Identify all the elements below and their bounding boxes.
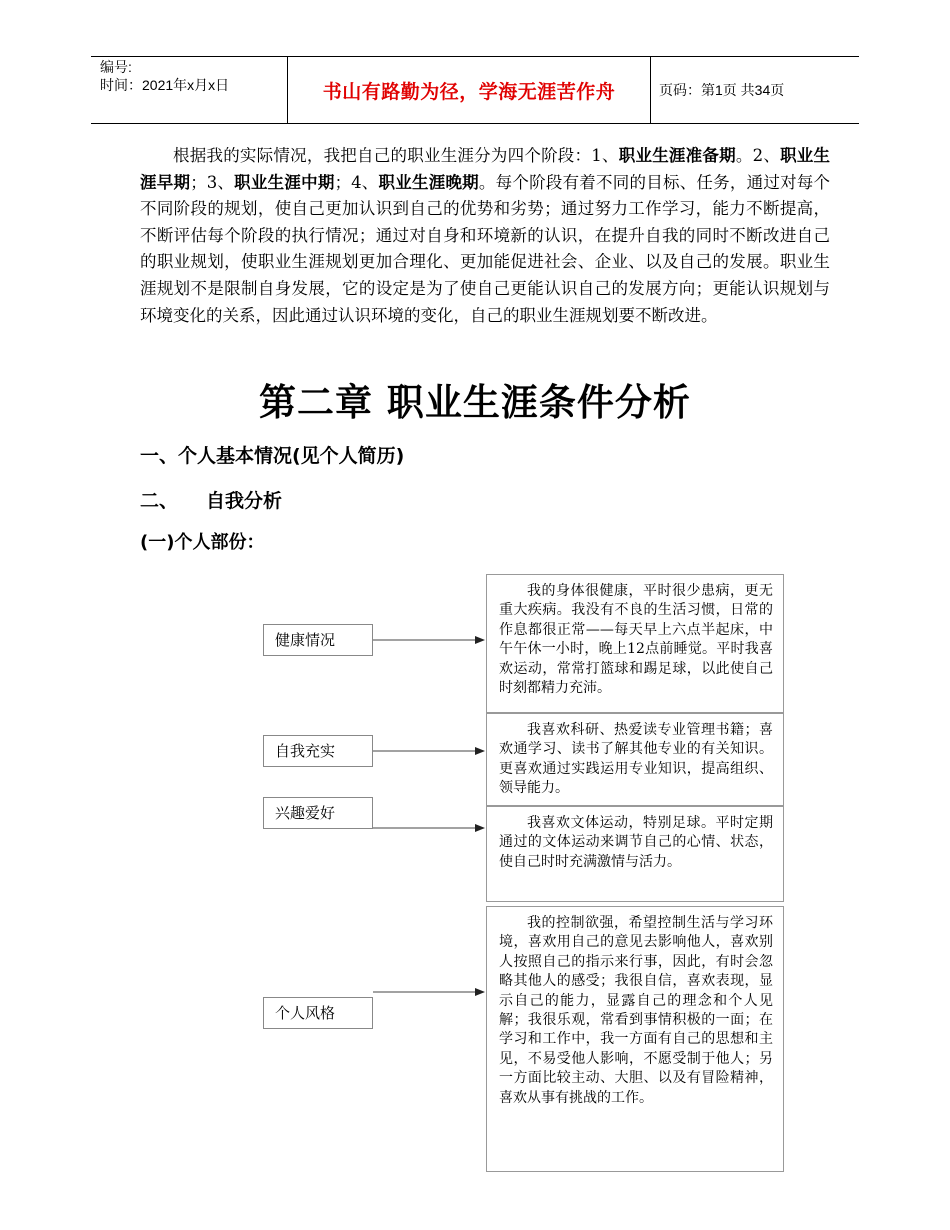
chapter-title: 第二章 职业生涯条件分析 — [259, 381, 691, 424]
subsection-personal: (一)个人部份： — [140, 532, 265, 553]
section-number: 二、 — [140, 490, 179, 512]
label-self-improvement: 自我充实 — [263, 735, 373, 767]
intro-text-part: ；4、 — [334, 172, 379, 192]
label-hobbies: 兴趣爱好 — [263, 797, 373, 829]
box-self-improvement-text: 我喜欢科研、热爱读专业管理书籍；喜欢通学习、读书了解其他专业的有关知识。更喜欢通过实践运用专业知识，提高组织、领导能力。 — [499, 722, 773, 797]
label-personal-style: 个人风格 — [263, 997, 373, 1029]
box-hobbies — [486, 806, 784, 902]
section-title: 自我分析 — [206, 490, 283, 512]
document-time-label: 时间：2021年x月x日 — [100, 77, 230, 93]
box-personal-style-text: 我的控制欲强，希望控制生活与学习环境，喜欢用自己的意见去影响他人，喜欢别人按照自己的指示来行事，因此，有时会忽略其他人的感受；我很自信，喜欢表现，显示自己的能力，显露自己的理念和个人见解；我很乐观，常看到事情积极的一面；在学习和工作中，我一方面有自己的思想和主见，不易受他人影响，不愿受制于他人；另一方面比较主动、大胆、以及有冒险精神，喜欢从事有挑战的工作。 — [499, 915, 773, 1106]
page-number-label: 页码：第1页 共34页 — [659, 81, 785, 98]
box-personal-style — [486, 906, 784, 1172]
intro-text-part: 根据我的实际情况，我把自己的职业生涯分为四个阶段：1、 — [173, 146, 619, 165]
stage-1: 职业生涯准备期 — [618, 146, 736, 165]
intro-text-part: 。每个阶段有着不同的目标、任务，通过对每个不同阶段的规划，使自己更加认识到自己的优势和劣势；通过努力工作学习，能力不断提高，不断评估每个阶段的执行情况；通过对自身和环境新的认识，在提升自我的同时不断改进自己的职业规划，使职业生涯规划更加合理化、更加能促进社会、企业、以及自己的发展。职业生涯规划不是限制自身发展，它的设定是为了使自己更能认识自己的发展方向；更能认识规划与环境变化的关系，因此通过认识环境的变化，自己的职业生涯规划要不断改进。 — [140, 172, 831, 325]
box-health — [486, 574, 784, 713]
intro-text-part: ；3、 — [190, 172, 235, 192]
box-self-improvement — [486, 713, 784, 806]
document-number-label: 编号: — [100, 59, 132, 75]
box-health-text: 我的身体很健康，平时很少患病，更无重大疾病。我没有不良的生活习惯，日常的作息都很正常——每天早上六点半起床，中午午休一小时，晚上12点前睡觉。平时我喜欢运动，常常打篮球和踢足球，以此使自己时刻都精力充沛。 — [499, 583, 773, 697]
box-hobbies-text: 我喜欢文体运动，特别足球。平时定期通过的文体运动来调节自己的心情、状态，使自己时时充满激情与活力。 — [499, 815, 773, 870]
intro-text-part: 。2、 — [735, 146, 781, 165]
section-basic-info: 一、个人基本情况(见个人简历) — [140, 445, 405, 467]
stage-4: 职业生涯晚期 — [378, 172, 479, 192]
stage-3: 职业生涯中期 — [234, 172, 335, 192]
header-motto: 书山有路勤为径，学海无涯苦作舟 — [322, 80, 616, 103]
stage-2: 职业生涯早期 — [140, 146, 831, 192]
label-health: 健康情况 — [263, 624, 373, 656]
